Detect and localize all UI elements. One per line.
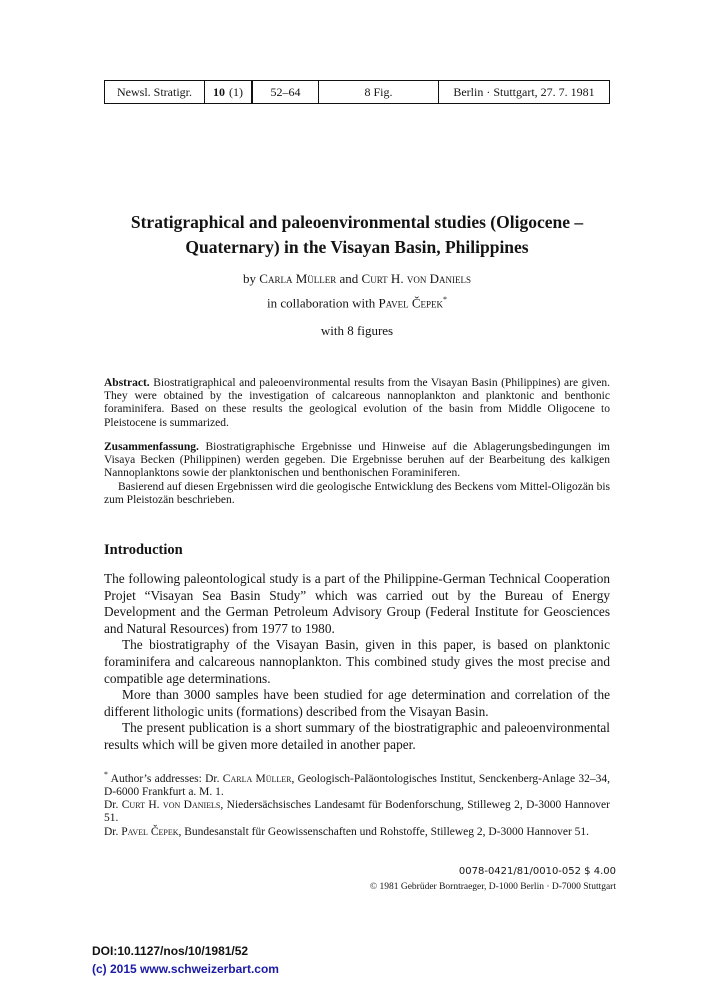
doi-link[interactable]: DOI:10.1127/nos/10/1981/52 [92, 944, 249, 958]
introduction-body [104, 571, 610, 754]
author-cepek: Pavel Čepek [378, 295, 444, 311]
volume-issue [205, 81, 253, 103]
paper-title: Stratigraphical and paleoenvironmental studies (Oligocene – Quaternary) in the Visayan Basin, Philippines [130, 212, 584, 257]
place-date: Berlin · Stuttgart, 27. 7. 1981 [453, 84, 595, 99]
author-line-1 [104, 268, 610, 289]
author-block [104, 268, 610, 313]
journal-header-box [104, 80, 610, 104]
zusammenfassung [104, 441, 610, 507]
zusammenfassung-text-1: Biostratigraphische Ergebnisse und Hinweise auf die Ablagerungsbedingungen im Visaya Becken (Philippinen) werden gegeben. Die Ergebnisse beruhen auf der Bearbeitung des kalkigen Nannoplanktons sowie der planktonischen und benthonischen Foraminiferen. [104, 441, 611, 480]
introduction-heading: Introduction [104, 542, 183, 558]
intro-paragraph-3: More than 3000 samples have been studied for age determination and correlation of the different lithologic units (formations) described from the Visayan Basin. [104, 687, 610, 719]
page-range: 52–64 [253, 81, 319, 103]
and-word: and [339, 271, 359, 286]
collaboration-text: in collaboration with [266, 295, 376, 311]
author-muller: Carla Müller [259, 271, 337, 286]
figure-count: 8 Fig. [319, 81, 439, 103]
zusammenfassung-label: Zusammenfassung. [104, 441, 199, 453]
footnote-1-address: , Geologisch-Paläontologisches Institut, Senckenberg-Anlage 32–34, D-6000 Frankfurt a. M. 1. [104, 772, 611, 799]
author-line-2 [104, 289, 610, 313]
journal-name: Newsl. Stratigr. [105, 81, 205, 103]
author-von-daniels: Curt H. von Daniels [361, 271, 471, 286]
abstract-label: Abstract. [104, 377, 150, 389]
intro-paragraph-4: The present publication is a short summary of the biostratigraphic and paleoenvironmental results which will be given more detailed in another paper. [104, 720, 610, 752]
volume-number: 10 [213, 84, 225, 99]
footnote-1-prefix: Author’s addresses: Dr. [110, 772, 220, 785]
footnote-1-name: Carla Müller [222, 772, 292, 785]
footnote-3-address: , Bundesanstalt für Geowissenschaften und Rohstoffe, Stilleweg 2, D-3000 Hannover 51. [178, 825, 590, 838]
footnote-line-3 [104, 826, 610, 839]
footnote-2-prefix: Dr. [104, 799, 119, 812]
by-word: by [243, 271, 257, 286]
intro-paragraph-1: The following paleontological study is a part of the Philippine-German Technical Cooperation Projet “Visayan Sea Basin Study” which was carried out by the Bureau of Energy Development and the German Petroleum Advisory Group (Federal Institute for Geosciences and Natural Resources) from 1977 to 1980. [104, 571, 610, 636]
footnote-line-1 [104, 768, 610, 799]
intro-paragraph-2: The biostratigraphy of the Visayan Basin, given in this paper, is based on planktonic foraminifera and calcareous nannoplankton. This combined study gives the most precise and compatible age determinations. [104, 637, 610, 686]
footnote-2-address: , Niedersächsisches Landesamt für Bodenforschung, Stilleweg 2, D-3000 Hannover 51. [104, 799, 610, 825]
zusammenfassung-text-2: Basierend auf diesen Ergebnissen wird die geologische Entwicklung des Beckens vom Mittel-Oligozän bis zum Pleistozän beschrieben. [104, 480, 610, 506]
author-addresses-footnote [104, 768, 610, 839]
footnote-marker-bottom: * [104, 770, 108, 779]
with-figures-note: with 8 figures [320, 323, 394, 338]
footnote-marker: * [443, 295, 448, 304]
issn-price-code: 0078-0421/81/0010-052 $ 4.00 [458, 866, 616, 877]
footnote-2-name: Curt H. von Daniels [121, 799, 221, 812]
abstract-text: Biostratigraphical and paleoenvironmental results from the Visayan Basin (Philippines) are given. They were obtained by the investigation of calcareous nannoplankton and planktonic and benthonic foraminifera. Based on these results the geological evolution of the basin from Middle Oligocene to Pleistocene is summarized. [104, 377, 611, 429]
footnote-3-name: Pavel Čepek [121, 825, 179, 838]
issue-number: (1) [229, 84, 243, 99]
web-copyright-link[interactable]: (c) 2015 www.schweizerbart.com [92, 962, 279, 976]
abstract [104, 377, 610, 430]
publisher-copyright: © 1981 Gebrüder Borntraeger, D-1000 Berlin · D-7000 Stuttgart [369, 882, 616, 892]
footnote-3-prefix: Dr. [104, 825, 119, 838]
footnote-line-2 [104, 799, 610, 825]
